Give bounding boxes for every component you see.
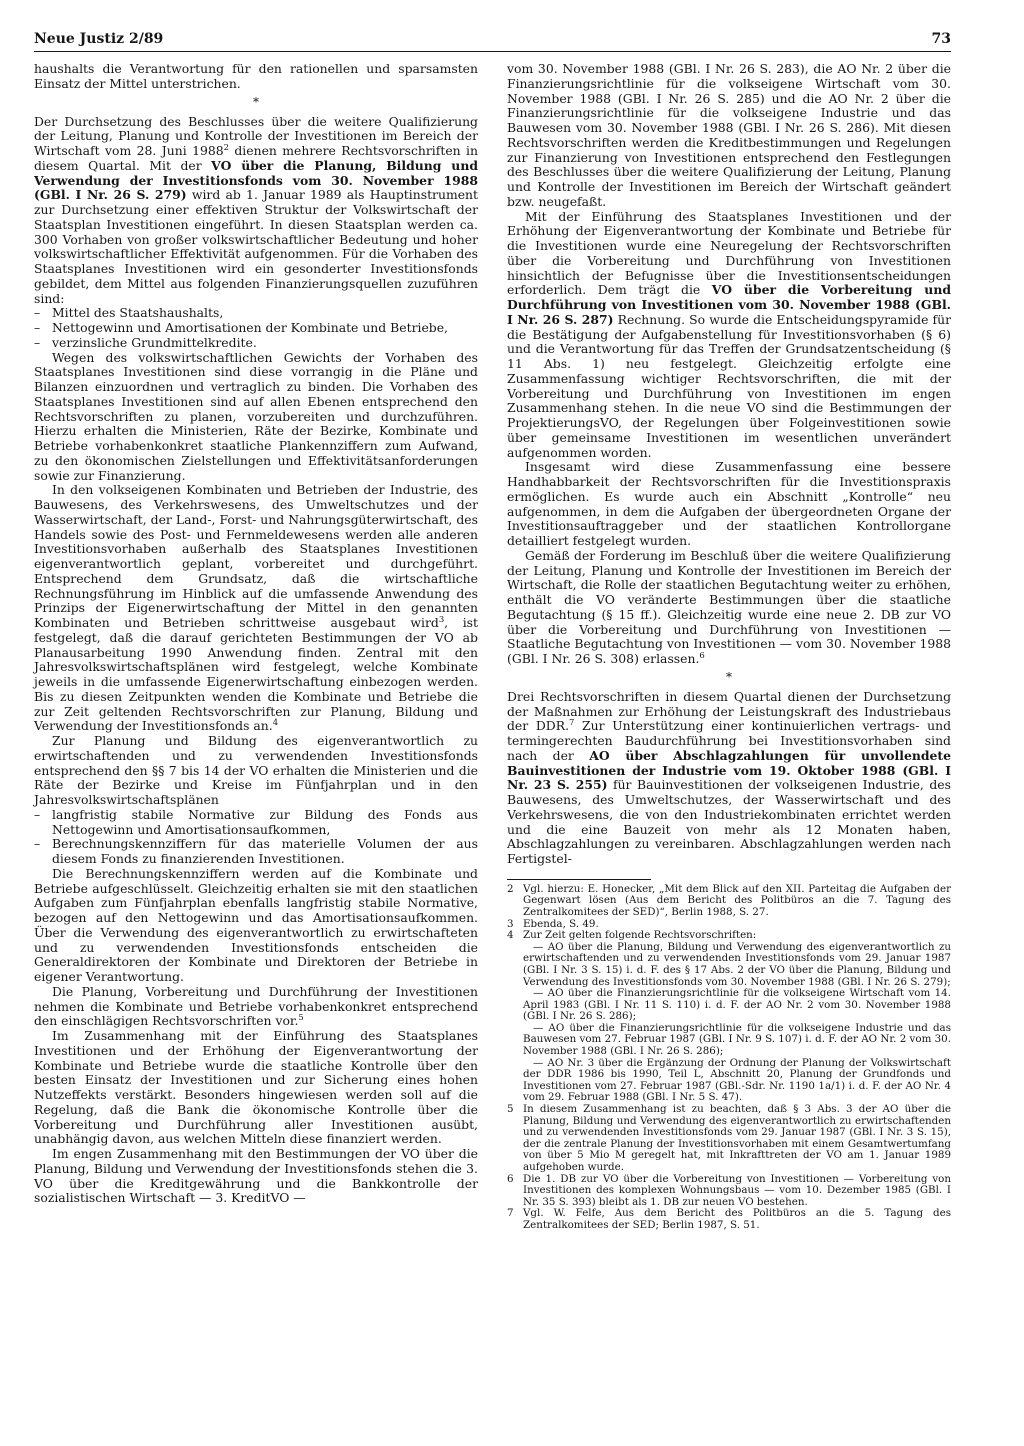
right-column bbox=[507, 62, 951, 1232]
regulation-title-bold: VO über die Planung, Bildung und Verwendung der Investitionsfonds vom 30. November 1988 (GBl. I Nr. 26 S. 279) bbox=[34, 157, 478, 203]
paragraph-vorbereitung bbox=[507, 210, 951, 461]
footnotes bbox=[507, 884, 951, 1232]
paragraph-kombinate bbox=[34, 483, 478, 734]
journal-title: Neue Justiz 2/89 bbox=[34, 31, 164, 47]
list-item: – Mittel des Staatshaushalts, bbox=[34, 306, 478, 321]
text-segment: für Bauinvestitionen der volkseigenen Industrie, des Bauwesens, des Umweltschutzes, der Wasserwirtschaft und des Verkehrswesens, die von den Industriekombinaten errichtet werden und die eine Bauzeit von mehr als 12 Monaten haben, Abschlagzahlungen zu vereinbaren. Abschlagzahlungen werden nach Fertigstel- bbox=[507, 777, 951, 866]
text-segment: , ist festgelegt, daß die darauf gerichteten Bestimmungen der VO ab Planausarbeitung 1990 Anwendung finden. Zentral mit den Jahresvolkswirtschaftsplänen wird festgelegt, welche Kombinate jeweils in die umfassende Eigenerwirtschaftung einbezogen werden. Bis zu diesen Zeitpunkten wenden die Kombinate und Betriebe die zur Zeit geltenden Rechtsvorschriften zur Planung, Bildung und Verwendung der Investitionsfonds an. bbox=[34, 615, 478, 734]
paragraph-industriebau bbox=[507, 690, 951, 867]
text-segment: Der Durchsetzung des Beschlusses über die weitere Qualifizierung der Leitung, Planung und Kontrolle der Investitionen im Bereich der Wirtschaft vom 28. Juni 1988 bbox=[34, 113, 478, 158]
footnote-lead: Zur Zeit gelten folgende Rechtsvorschriften: bbox=[523, 929, 757, 942]
text-segment: In den volkseigenen Kombinaten und Betrieben der Industrie, des Bauwesens, des Verkehrswesens, des Umweltschutzes und der Wasserwirtschaft, der Land-, Forst- und Nahrungsgüterwirtschaft, des Handels sowie des Post- und Fernmeldewesens werden alle anderen Investitionsvorhaben außerhalb des Staatsplanes Investitionen eigenverantwortlich geplant, vorbereitet und durchgeführt. Entsprechend dem Grundsatz, daß die wirtschaftliche Rechnungsführung im Hinblick auf die umfassende Anwendung des Prinzips der Eigenerwirtschaftung der Mittel in den genannten Kombinaten und Betrieben schrittweise ausgebaut wird bbox=[34, 482, 478, 630]
list-item: – Berechnungskennziffern für das materielle Volumen der aus diesem Fonds zu finanzierenden Investitionen. bbox=[34, 837, 478, 867]
section-star: * bbox=[726, 669, 732, 684]
section-star: * bbox=[253, 94, 259, 109]
footnote-text bbox=[523, 930, 951, 1104]
footnote-sub-item: — AO über die Finanzierungsrichtlinie für die volkseigene Industrie und das Bauwesen vom 27. Februar 1987 (GBl. I Nr. 9 S. 107) i. d. F. der AO Nr. 2 vom 30. November 1988 (GBl. I Nr. 26 S. 286); bbox=[523, 1021, 951, 1058]
list-item: – verzinsliche Grundmittelkredite. bbox=[34, 336, 478, 351]
paragraph-kreditvo: Im engen Zusammenhang mit den Bestimmungen der VO über die Planung, Bildung und Verwendung der Investitionsfonds stehen die 3. VO über die Kreditgewährung und die Bankkontrolle der sozialistischen Wirtschaft — 3. KreditVO — bbox=[34, 1146, 478, 1206]
text-segment: Rechnung. So wurde die Entscheidungspyramide für die Bestätigung der Aufgabenstellung für Investitionsvorhaben (§ 6) und die Verantwortung für das Treffen der Grundsatzentscheidung (§ 11 Abs. 1) neu festgelegt. Gleichzeitig erfolgte eine Zusammenfassung wichtiger Rechtsvorschriften, die mit der Vorbereitung und Durchführung von Investitionen im engen Zusammenhang stehen. In die neue VO sind die Bestimmungen der ProjektierungsVO, der Regelungen über Folgeinvestitionen sowie über gemeinsame Investitionen im wesentlichen unverändert aufgenommen worden. bbox=[507, 311, 951, 460]
page-number: 73 bbox=[931, 31, 951, 47]
footnote-7 bbox=[507, 1208, 951, 1231]
footnote-number: 4 bbox=[507, 929, 514, 942]
left-column bbox=[34, 62, 478, 1232]
paragraph-zusammenfassung: Insgesamt wird diese Zusammenfassung eine bessere Handhabbarkeit der Rechtsvorschriften für die Investitionspraxis ermöglichen. Es wurde auch ein Abschnitt „Kontrolle“ neu aufgenommen, in dem die Aufgaben der übergeordneten Organe der Investitionsauftraggeber und der staatlichen Kontrollorgane detailliert festgelegt wurden. bbox=[507, 459, 951, 548]
footnote-number: 2 bbox=[507, 882, 514, 895]
footnote-number: 5 bbox=[507, 1103, 514, 1116]
footnote-sub-item: — AO über die Planung, Bildung und Verwendung des eigenverantwortlich zu erwirtschaftenden und zu verwendenden Investitionsfonds vom 29. Januar 1987 (GBl. I Nr. 3 S. 15) i. d. F. des § 17 Abs. 2 der VO über die Planung, Bildung und Verwendung des Investitionsfonds vom 30. November 1988 (GBl. I Nr. 26 S. 279); bbox=[523, 940, 951, 988]
footnote-ref-5[interactable]: 5 bbox=[298, 1012, 304, 1023]
running-head bbox=[34, 31, 951, 52]
footnote-ref-2[interactable]: 2 bbox=[223, 141, 229, 152]
text-segment: Gemäß der Forderung im Beschluß über die weitere Qualifizierung der Leitung, Planung und Kontrolle der Investitionen im Bereich der Wirtschaft, die Rolle der staatlichen Begutachtung weiter zu erhöhen, enthält die VO veränderte Bestimmungen über die staatliche Begutachtung (§ 15 ff.). Gleichzeitig wurde eine neue 2. DB zur VO über die Vorbereitung und Durchführung von Investitionen — Staatliche Begutachtung von Investitionen — vom 30. November 1988 (GBl. I Nr. 26 S. 308) erlassen. bbox=[507, 547, 951, 666]
regulation-title-bold: AO über Abschlagzahlungen für unvollendete Bauinvestitionen der Industrie vom 19. Oktober 1988 (GBl. I Nr. 23 S. 255) bbox=[507, 747, 951, 793]
footnote-6 bbox=[507, 1174, 951, 1209]
footnote-2 bbox=[507, 884, 951, 919]
paragraph-continuation: vom 30. November 1988 (GBl. I Nr. 26 S. 283), die AO Nr. 2 über die Finanzierungsrichtlinie für die volkseigene Wirtschaft vom 30. November 1988 (GBl. I Nr. 26 S. 285) und die AO Nr. 2 über die Finanzierungsrichtlinie für die volkseigene Industrie und das Bauwesen vom 30. November 1988 (GBl. I Nr. 26 S. 286). Mit diesen Rechtsvorschriften werden die Kreditbestimmungen und Regelungen zur Finanzierung von Investitionen entsprechend den Festlegungen des Beschlusses über die weitere Qualifizierung der Leitung, Planung und Kontrolle der Investitionen im Bereich der Wirtschaft geändert bzw. neugefaßt. bbox=[507, 61, 951, 209]
text-segment: dienen mehrere Rechtsvorschriften in diesem Quartal. Mit der bbox=[34, 143, 478, 173]
footnote-sub-item: — AO über die Finanzierungsrichtlinie für die volkseigene Wirtschaft vom 14. April 1983 (GBl. I Nr. 11 S. 110) i. d. F. der AO Nr. 2 vom 30. November 1988 (GBl. I Nr. 26 S. 286); bbox=[523, 987, 951, 1023]
footnote-4 bbox=[507, 930, 951, 1104]
footnote-text: In diesem Zusammenhang ist zu beachten, daß § 3 Abs. 3 der AO über die Planung, Bildung und Verwendung des eigenverantwortlich zu erwirtschaftenden und zu verwendenden Investitionsfonds vom 29. Januar 1987 (GBl. I Nr. 3 S. 15), der die zentrale Planung der Investitionsvorhaben mit einem Gesamtwertumfang von über 5 Mio M geregelt hat, mit Inkrafttreten der VO am 1. Januar 1989 aufgehoben wurde. bbox=[523, 1103, 951, 1173]
paragraph-begutachtung bbox=[507, 549, 951, 667]
footnote-text: Vgl. W. Felfe, Aus dem Bericht des Politbüros an die 5. Tagung des Zentralkomitees der SED; Berlin 1987, S. 51. bbox=[523, 1207, 951, 1231]
footnote-number: 7 bbox=[507, 1207, 514, 1220]
paragraph-berechnungskennziffern: Die Berechnungskennziffern werden auf die Kombinate und Betriebe aufgeschlüsselt. Gleichzeitig erhalten sie mit den staatlichen Aufgaben zum Fünfjahrplan ebenfalls langfristig stabile Normative, bezogen auf den Nettogewinn und das Amortisationsaufkommen. Über die Verwendung des eigenverantwortlich zu erwirtschafteten und zu verwendenden Investitionsfonds entscheiden die Generaldirektoren der Kombinate und Direktoren der Betriebe in eigener Verantwortung. bbox=[34, 865, 478, 984]
list-item: – Nettogewinn und Amortisationen der Kombinate und Betriebe, bbox=[34, 321, 478, 336]
financing-sources-list bbox=[34, 306, 478, 350]
paragraph-vorhabenkonkret bbox=[34, 985, 478, 1029]
paragraph-kontrolle: Im Zusammenhang mit der Einführung des Staatsplanes Investitionen und der Erhöhung der Eigenverantwortung der Kombinate und Betriebe wurde die staatliche Kontrolle über den besten Einsatz der Investitionen und zur Sicherung eines hohen Nutzeffekts verstärkt. Besonders hingewiesen werden soll auf die Regelung, daß die Bank die ökonomische Kontrolle über die Vorbereitung und Durchführung aller Investitionen ausübt, unabhängig davon, aus welchen Mitteln diese finanziert werden. bbox=[34, 1028, 478, 1147]
text-columns bbox=[34, 62, 951, 1232]
footnote-ref-4[interactable]: 4 bbox=[272, 717, 279, 728]
footnote-rule bbox=[507, 879, 651, 880]
paragraph-intro: haushalts die Verantwortung für den rationellen und sparsamsten Einsatz der Mittel unterstrichen. bbox=[34, 61, 478, 91]
footnote-number: 6 bbox=[507, 1172, 514, 1185]
footnote-ref-3[interactable]: 3 bbox=[438, 613, 445, 624]
paragraph-planung-bildung: Zur Planung und Bildung des eigenverantwortlich zu erwirtschaftenden und zu verwendenden Investitionsfonds entsprechend den §§ 7 bis 14 der VO erhalten die Ministerien und die Räte der Bezirke und Kreise im Fünfjahrplan und in den Jahresvolkswirtschaftsplänen bbox=[34, 733, 478, 807]
text-segment: Zur Unterstützung einer kontinuierlichen vertrags- und termingerechten Baudurchführung bei Investitionsvorhaben sind nach der bbox=[507, 718, 951, 763]
paragraph-investitionsfonds bbox=[34, 115, 478, 307]
text-segment: Mit der Einführung des Staatsplanes Investitionen und der Erhöhung der Eigenverantwortung der Kombinate und Betriebe für die Investitionen wurde eine Neuregelung der Rechtsvorschriften über die Vorbereitung und Durchführung von Investitionen hinsichtlich der Befugnisse über die Investitionsentscheidungen erforderlich. Dem trägt die bbox=[507, 208, 951, 298]
footnote-text: Die 1. DB zur VO über die Vorbereitung von Investitionen — Vorbereitung von Investitionen des komplexen Wohnungsbaus — vom 10. Dezember 1985 (GBl. I Nr. 35 S. 393) bleibt als 1. DB zur neuen VO bestehen. bbox=[523, 1172, 951, 1208]
footnote-sub-item: — AO Nr. 3 über die Ergänzung der Ordnung der Planung der Volkswirtschaft der DDR 1986 bis 1990, Teil L, Abschnitt 20, Planung der Grundfonds und Investitionen vom 27. Februar 1987 (GBl.-Sdr. Nr. 1190 1a/1) i. d. F. der AO Nr. 4 vom 29. Februar 1988 (GBl. I Nr. 5 S. 47). bbox=[523, 1056, 951, 1104]
footnote-text: Ebenda, S. 49. bbox=[523, 917, 599, 930]
normative-list bbox=[34, 808, 478, 867]
regulation-title-bold: VO über die Vorbereitung und Durchführung von Investitionen vom 30. November 1988 (GBl. I Nr. 26 S. 287) bbox=[507, 282, 951, 327]
text-segment: Drei Rechtsvorschriften in diesem Quartal dienen der Durchsetzung der Maßnahmen zur Erhöhung der Leistungskraft des Industriebaus der DDR. bbox=[507, 688, 951, 734]
footnote-ref-6[interactable]: 6 bbox=[699, 649, 705, 660]
text-segment: Die Planung, Vorbereitung und Durchführung der Investitionen nehmen die Kombinate und Betriebe vorhabenkonkret entsprechend den einschlägigen Rechtsvorschriften vor. bbox=[34, 983, 478, 1029]
text-segment: wird ab 1. Januar 1989 als Hauptinstrument zur Durchsetzung einer effektiven Struktur der Volkswirtschaft der Staatsplan Investitionen eingeführt. In diesen Staatsplan werden ca. 300 Vorhaben von großer volkswirtschaftlicher Bedeutung und hoher volkswirtschaftlicher Effektivität aufgenommen. Für die Vorhaben des Staatsplanes Investitionen wird ein gesonderter Investitionsfonds gebildet, dem Mittel aus folgenden Finanzierungsquellen zuzuführen sind: bbox=[34, 187, 478, 306]
footnote-text: Vgl. hierzu: E. Honecker, „Mit dem Blick auf den XII. Parteitag die Aufgaben der Gegenwart lösen (Aus dem Bericht des Politbüros an die 7. Tagung des Zentralkomitees der SED)“, Berlin 1988, S. 27. bbox=[523, 882, 951, 918]
footnote-number: 3 bbox=[507, 917, 514, 930]
footnote-5 bbox=[507, 1104, 951, 1174]
footnote-ref-7[interactable]: 7 bbox=[569, 717, 575, 728]
paragraph-staatsplan: Wegen des volkswirtschaftlichen Gewichts der Vorhaben des Staatsplanes Investitionen sind diese vorrangig in die Pläne und Bilanzen einzuordnen und vertraglich zu binden. Die Vorhaben des Staatsplanes Investitionen sind auf allen Ebenen entsprechend den Rechtsvorschriften zu planen, vorzubereiten und durchzuführen. Hierzu erhalten die Ministerien, Räte der Bezirke, Kombinate und Betriebe vorhabenkonkret staatliche Plankennziffern zum Aufwand, zu den ökonomischen Zielstellungen und Effektivitätsanforderungen sowie zur Finanzierung. bbox=[34, 349, 478, 483]
list-item: – langfristig stabile Normative zur Bildung des Fonds aus Nettogewinn und Amortisationsaufkommen, bbox=[34, 808, 478, 838]
